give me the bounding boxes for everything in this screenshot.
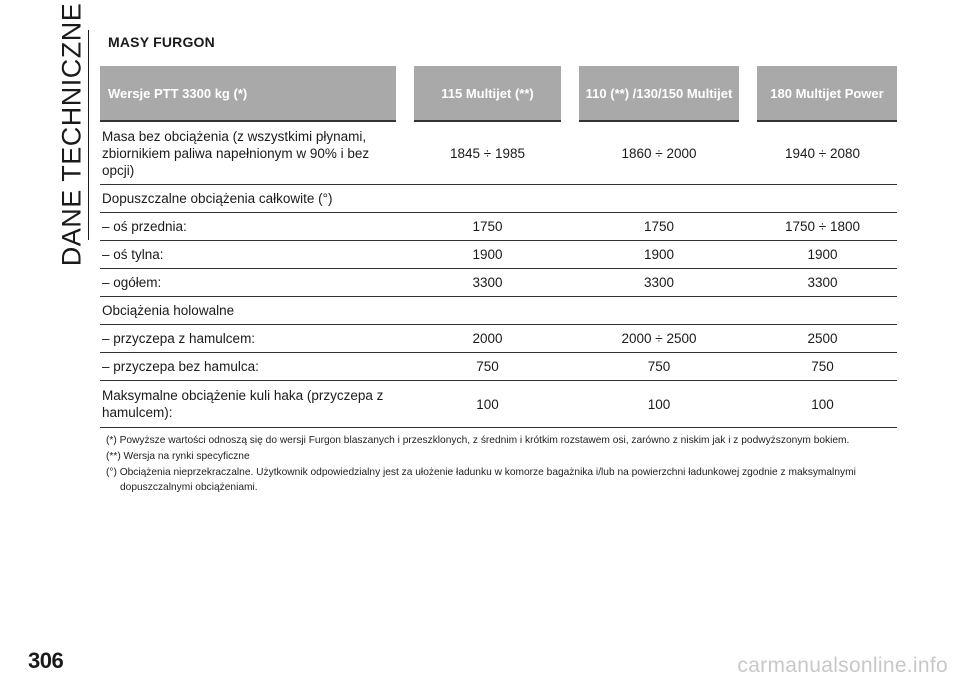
row-value: 750 (405, 353, 570, 381)
row-label: Maksymalne obciążenie kuli haka (przyczepa z hamulcem): (100, 381, 405, 428)
row-label: Masa bez obciążenia (z wszystkimi płynami, zbiornikiem paliwa napełnionym w 90% i bez opcji) (100, 121, 405, 185)
section-title: MASY FURGON (108, 34, 215, 50)
row-label: Obciążenia holowalne (100, 297, 405, 325)
table-row (100, 185, 897, 213)
row-value: 2000 (405, 325, 570, 353)
row-value: 3300 (570, 269, 748, 297)
row-value (748, 185, 897, 213)
row-value: 100 (570, 381, 748, 428)
header-180-multijet-power: 180 Multijet Power (748, 66, 897, 121)
row-value (570, 297, 748, 325)
table-row (100, 121, 897, 185)
footnote: (**) Wersja na rynki specyficzne (106, 451, 250, 462)
side-section-title (56, 2, 87, 266)
row-label: – przyczepa z hamulcem: (100, 325, 405, 353)
row-value: 750 (748, 353, 897, 381)
row-value: 2500 (748, 325, 897, 353)
side-rule (88, 30, 89, 240)
footnotes (106, 433, 896, 496)
row-value: 1750 (570, 213, 748, 241)
row-value: 3300 (405, 269, 570, 297)
row-value: 1845 ÷ 1985 (405, 121, 570, 185)
table-row (100, 297, 897, 325)
row-label: – ogółem: (100, 269, 405, 297)
row-value (570, 185, 748, 213)
row-label: Dopuszczalne obciążenia całkowite (°) (100, 185, 405, 213)
header-version: Wersje PTT 3300 kg (*) (100, 66, 405, 121)
table-row (100, 381, 897, 428)
row-value: 3300 (748, 269, 897, 297)
header-115-multijet: 115 Multijet (**) (405, 66, 570, 121)
row-value: 1900 (748, 241, 897, 269)
row-label: – oś tylna: (100, 241, 405, 269)
row-value: 1750 (405, 213, 570, 241)
row-value: 1860 ÷ 2000 (570, 121, 748, 185)
row-value (405, 185, 570, 213)
row-value: 100 (405, 381, 570, 428)
footnote: (*) Powyższe wartości odnoszą się do wersji Furgon blaszanych i przeszklonych, z średnim i krótkim rozstawem osi, zarówno z niskim jak i z podwyższonym bokiem. (106, 435, 850, 446)
table-header-row (100, 66, 897, 121)
row-value: 1940 ÷ 2080 (748, 121, 897, 185)
table-row (100, 269, 897, 297)
table-row (100, 241, 897, 269)
row-value (405, 297, 570, 325)
row-label: – przyczepa bez hamulca: (100, 353, 405, 381)
row-label: – oś przednia: (100, 213, 405, 241)
row-value (748, 297, 897, 325)
mass-table (100, 66, 897, 428)
row-value: 750 (570, 353, 748, 381)
watermark: carmanualsonline.info (737, 654, 948, 677)
table-row (100, 353, 897, 381)
page-number: 306 (28, 648, 64, 673)
row-value: 100 (748, 381, 897, 428)
row-value: 1900 (405, 241, 570, 269)
side-section-title-text: DANE TECHNICZNE (56, 2, 87, 266)
footnote: (°) Obciążenia nieprzekraczalne. Użytkownik odpowiedzialny jest za ułożenie ładunku w komorze bagażnika i/lub na powierzchni ładunkowej zgodnie z maksymalnymi dopuszczalnymi obciążeniami. (106, 467, 856, 493)
header-110-130-150-multijet: 110 (**) /130/150 Multijet (570, 66, 748, 121)
table-row (100, 213, 897, 241)
row-value: 2000 ÷ 2500 (570, 325, 748, 353)
row-value: 1900 (570, 241, 748, 269)
row-value: 1750 ÷ 1800 (748, 213, 897, 241)
table-row (100, 325, 897, 353)
